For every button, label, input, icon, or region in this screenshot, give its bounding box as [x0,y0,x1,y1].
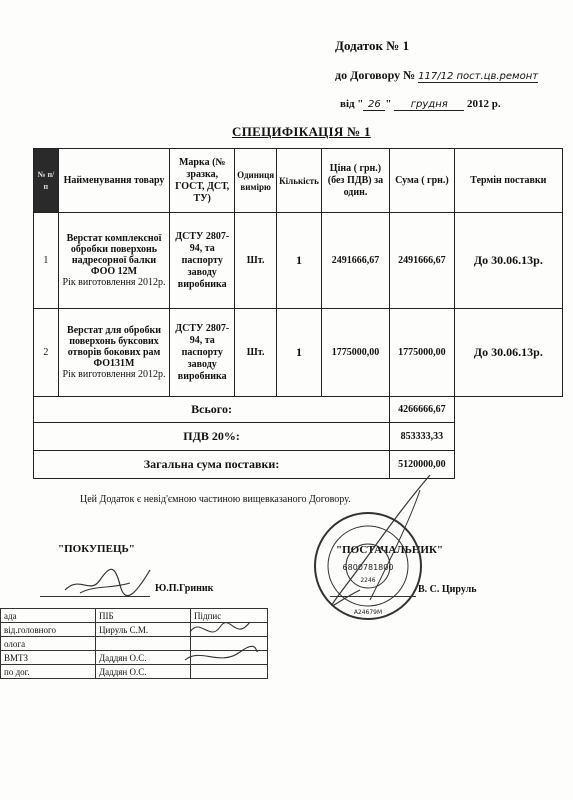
row-num: 2 [34,309,59,397]
approval-name: Даддян О.С. [96,665,191,679]
seller-signatory: В. С. Цируль [418,584,477,595]
col-header-unit: Одиниця вимірю [235,149,277,213]
row-term: До 30.06.13р. [454,213,562,309]
row-num: 1 [34,213,59,309]
contract-prefix: до Договору № [335,68,416,82]
stamp-code: 6800781800 [342,563,394,572]
date-day: 26 [363,99,385,111]
approval-name: Цируль С.М. [96,623,191,637]
row-mark: ДСТУ 2807-94, та паспорту заводу виробника [170,213,235,309]
buyer-signatory: Ю.П.Гриник [155,583,214,594]
total-value: 4266666,67 [390,397,455,423]
stamp-code-3: A24679М [353,609,383,616]
approval-position: ВМТЗ [1,651,96,665]
appendix-note: Цей Додаток є невід'ємною частиною вищевказаного Договору. [80,494,351,505]
row-name-text: Верстат комплексної обробки поверхонь надресорної балки ФОО 12М [66,233,162,277]
seller-label: "ПОСТАЧАЛЬНИК" [336,544,444,556]
vat-value: 853333,33 [390,423,455,451]
row-name [58,213,170,309]
approval-header-signature: Підпис [191,609,268,623]
contract-number: 117/12 пост.цв.ремонт [418,71,539,82]
appendix-title: Додаток № 1 [335,38,410,53]
col-header-num: № п/п [34,149,59,213]
table-row [34,213,563,309]
row-price: 1775000,00 [321,309,389,397]
table-header-row [34,149,563,213]
approval-name [96,637,191,651]
approval-signature-icon [180,612,260,672]
vat-label: ПДВ 20%: [34,423,390,451]
col-header-sum: Сума ( грн.) [390,149,455,213]
table-row [34,309,563,397]
grand-total-row [34,451,563,479]
total-row [34,397,563,423]
grand-total-label: Загальна сума поставки: [34,451,390,479]
total-label: Всього: [34,397,390,423]
contract-reference [335,68,538,83]
row-sum: 2491666,67 [390,213,455,309]
approval-position: по дог. [1,665,96,679]
row-qty: 1 [277,309,322,397]
col-header-price: Ціна ( грн.) (без ПДВ) за один. [321,149,389,213]
buyer-signature-icon [60,555,160,600]
approval-header-position: ада [1,609,96,623]
row-term: До 30.06.13р. [454,309,562,397]
approval-position: від.головного [1,623,96,637]
specification-table [33,148,563,479]
approval-header-name: ПІБ [96,609,191,623]
stamp-code-2: 2246 [360,577,376,584]
col-header-qty: Кількість [277,149,322,213]
row-qty: 1 [277,213,322,309]
date-prefix: від " [340,98,364,110]
row-unit: Шт. [235,213,277,309]
seller-signature-icon [320,470,440,610]
col-header-name: Найменування товару [58,149,170,213]
col-header-term: Термін поставки [454,149,562,213]
approval-position: олога [1,637,96,651]
row-year: Рік виготовлення 2012р. [62,369,166,380]
col-header-mark: Марка (№ зразка, ГОСТ, ДСТ, ТУ) [170,149,235,213]
date-year: 2012 р. [467,98,501,110]
date-month: грудня [394,99,464,111]
row-unit: Шт. [235,309,277,397]
row-year: Рік виготовлення 2012р. [62,277,166,288]
row-sum: 1775000,00 [390,309,455,397]
grand-total-value: 5120000,00 [390,451,455,479]
buyer-label: "ПОКУПЕЦЬ" [58,543,135,555]
specification-title: СПЕЦИФІКАЦІЯ № 1 [232,124,371,139]
contract-date [340,98,501,111]
vat-row [34,423,563,451]
row-price: 2491666,67 [321,213,389,309]
row-name-text: Верстат для обробки поверхонь буксових отворів бокових рам ФО131М [67,325,161,369]
row-mark: ДСТУ 2807-94, та паспорту заводу виробника [170,309,235,397]
approval-name: Даддян О.С. [96,651,191,665]
date-quote: " [385,98,392,110]
row-name [58,309,170,397]
